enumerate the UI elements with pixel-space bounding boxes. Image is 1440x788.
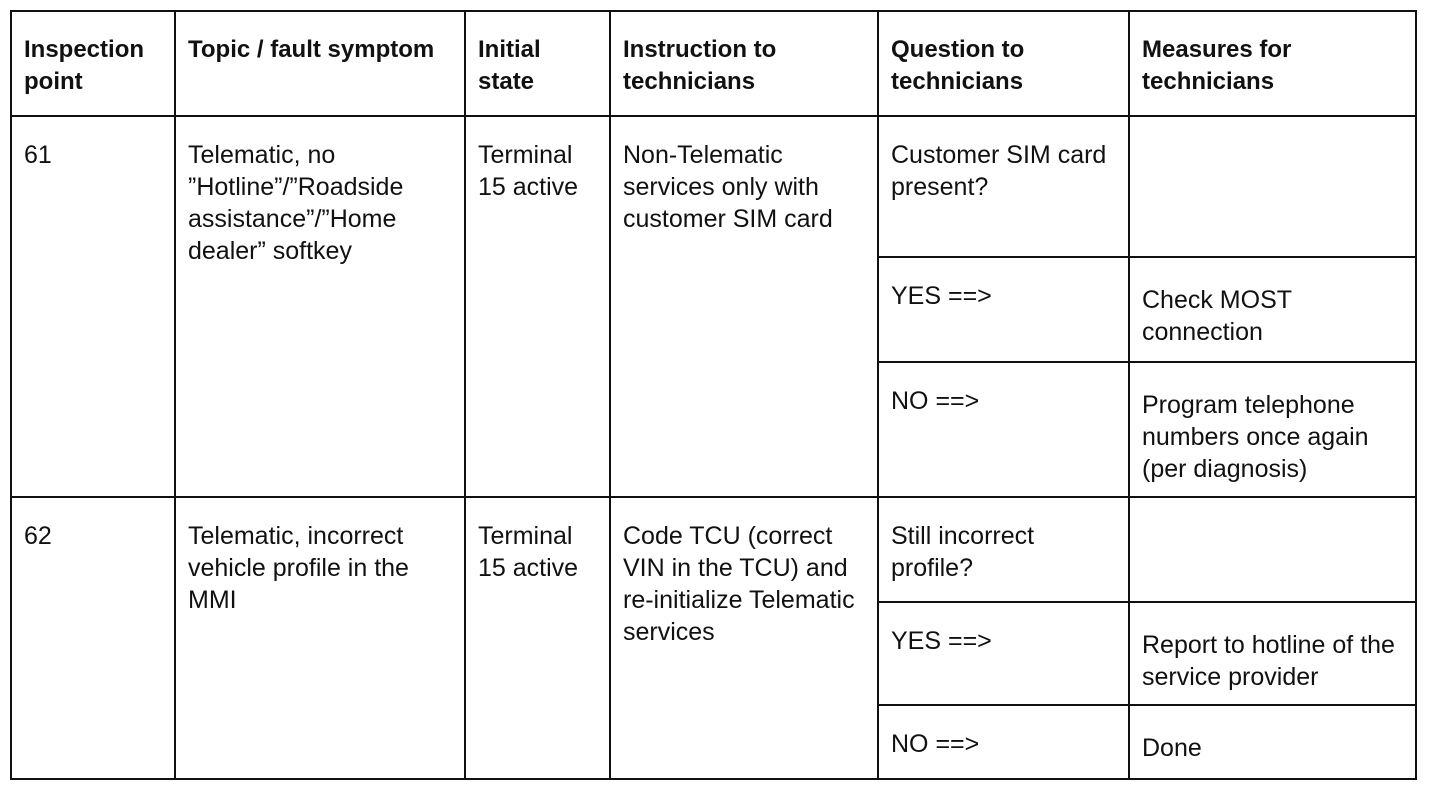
measure-cell: Done [1129,705,1416,779]
measure-cell [1129,497,1416,602]
header-instruction: Instruction to technicians [610,11,878,116]
initial-state-cell: Terminal 15 active [465,497,610,779]
inspection-point-cell: 61 [11,116,175,497]
question-cell: NO ==> [878,705,1129,779]
question-cell: Customer SIM card present? [878,116,1129,257]
instruction-cell: Code TCU (correct VIN in the TCU) and re-initialize Telematic services [610,497,878,779]
inspection-point-cell: 62 [11,497,175,779]
header-measures: Measures for technicians [1129,11,1416,116]
header-initial-state: Initial state [465,11,610,116]
table-row [11,116,1416,257]
header-inspection-point: Inspection point [11,11,175,116]
question-cell: NO ==> [878,362,1129,497]
question-cell: YES ==> [878,602,1129,705]
measure-cell: Report to hotline of the service provider [1129,602,1416,705]
topic-cell: Telematic, no ”Hotline”/”Roadside assistance”/”Home dealer” softkey [175,116,465,497]
initial-state-cell: Terminal 15 active [465,116,610,497]
measure-cell [1129,116,1416,257]
measure-cell: Check MOST connection [1129,257,1416,362]
instruction-cell: Non-Telematic services only with customer SIM card [610,116,878,497]
topic-cell: Telematic, incorrect vehicle profile in the MMI [175,497,465,779]
table-row [11,497,1416,602]
measure-cell: Program telephone numbers once again (per diagnosis) [1129,362,1416,497]
header-row [11,11,1416,116]
question-cell: Still incorrect profile? [878,497,1129,602]
question-cell: YES ==> [878,257,1129,362]
inspection-table [10,10,1417,780]
header-topic: Topic / fault symptom [175,11,465,116]
header-question: Question to technicians [878,11,1129,116]
